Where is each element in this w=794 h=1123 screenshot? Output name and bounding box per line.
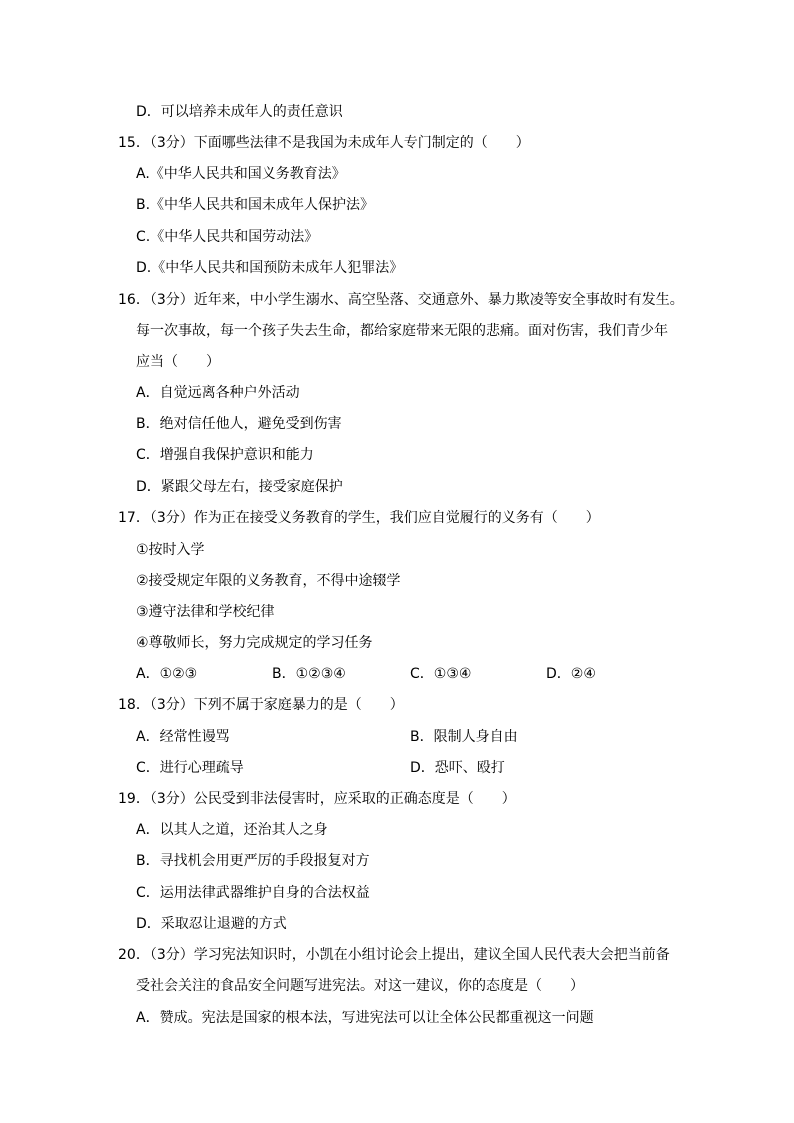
q17-item-2: ②接受规定年限的义务教育，不得中途辍学 <box>136 573 401 589</box>
q15-option-c: C.《中华人民共和国劳动法》 <box>136 229 319 245</box>
q16-option-a: A．自觉远离各种户外活动 <box>136 385 300 401</box>
q20-stem-line1: 20．（3分）学习宪法知识时，小凯在小组讨论会上提出，建议全国人民代表大会把当前备 <box>118 947 670 963</box>
q20-stem-line2: 受社会关注的食品安全问题写进宪法。对这一建议，你的态度是（ ） <box>136 978 584 994</box>
q17-option-a: A．①②③ <box>136 666 198 682</box>
q17-option-c: C．①③④ <box>410 666 472 682</box>
q16-stem-line3: 应当（ ） <box>136 354 220 370</box>
q17-option-b: B．①②③④ <box>272 666 346 682</box>
q16-stem-line2: 每一次事故，每一个孩子失去生命，都给家庭带来无限的悲痛。面对伤害，我们青少年 <box>136 323 668 339</box>
q18-option-a: A．经常性谩骂 <box>136 729 230 745</box>
q15-option-b: B.《中华人民共和国未成年人保护法》 <box>136 197 375 213</box>
q16-option-d: D．紧跟父母左右，接受家庭保护 <box>136 479 343 495</box>
q20-option-a: A．赞成。宪法是国家的根本法，写进宪法可以让全体公民都重视这一问题 <box>136 1010 594 1026</box>
q19-option-a: A．以其人之道，还治其人之身 <box>136 822 328 838</box>
q16-option-b: B．绝对信任他人，避免受到伤害 <box>136 416 342 432</box>
q18-option-c: C．进行心理疏导 <box>136 760 244 776</box>
q14-option-d: D．可以培养未成年人的责任意识 <box>136 104 343 120</box>
q19-option-d: D．采取忍让退避的方式 <box>136 916 287 932</box>
q19-option-c: C．运用法律武器维护自身的合法权益 <box>136 885 370 901</box>
q15-option-a: A.《中华人民共和国义务教育法》 <box>136 166 346 182</box>
q17-item-4: ④尊敬师长，努力完成规定的学习任务 <box>136 635 373 651</box>
q17-stem: 17．（3分）作为正在接受义务教育的学生，我们应自觉履行的义务有（ ） <box>118 510 600 526</box>
q18-option-b: B．限制人身自由 <box>410 729 518 745</box>
q17-item-1: ①按时入学 <box>136 542 205 558</box>
q15-option-d: D.《中华人民共和国预防未成年人犯罪法》 <box>136 260 404 276</box>
q17-item-3: ③遵守法律和学校纪律 <box>136 604 275 620</box>
q17-option-d: D．②④ <box>546 666 596 682</box>
q16-option-c: C．增强自我保护意识和能力 <box>136 447 314 463</box>
q19-option-b: B．寻找机会用更严厉的手段报复对方 <box>136 853 370 869</box>
q18-stem: 18．（3分）下列不属于家庭暴力的是（ ） <box>118 697 404 713</box>
q18-option-d: D．恐吓、殴打 <box>410 760 505 776</box>
q19-stem: 19．（3分）公民受到非法侵害时，应采取的正确态度是（ ） <box>118 791 516 807</box>
q16-stem-line1: 16．（3分）近年来，中小学生溺水、高空坠落、交通意外、暴力欺凌等安全事故时有发生。 <box>118 292 684 308</box>
q15-stem: 15．（3分）下面哪些法律不是我国为未成年人专门制定的（ ） <box>118 135 530 151</box>
